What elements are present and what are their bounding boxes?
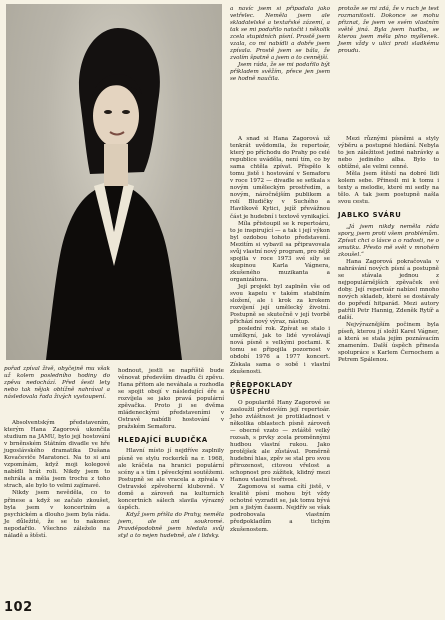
- paragraph: protože se mi zdá, že v ruch je test rozmanitosti. Dokonce se mohu přiznat, že jsem ve svém vlastním světě jiná. Byla jsem hudba, se kterou jsem měla plno myšlenek. Jsem vždy v ulici proti sladkému proudu.: [338, 6, 439, 55]
- section-heading-jablko-svaru: JABLKO SVÁRU: [338, 211, 402, 220]
- section-heading-hledajici-bludicka: HLEDAJÍCÍ BLUDIČKA: [118, 436, 208, 445]
- paragraph: Nikdy jsem nevěděla, co to přinese a když se začalo zkoušet, byla jsem v koncertním a psychickém a dlouho jsem byla ráda. Je důležité, že se to nakonec nepodařilo. Všechno záleželo na náladě a štěstí.: [4, 490, 110, 539]
- paragraph: Nejvýraznějším počinem byla píseň, kterou jí složil Karel Vágner, a která se stala jejím poznávacím znamením. Další úspěch přinesla spolupráce s Karlem Černochem a Petrem Spálenou.: [338, 322, 439, 364]
- paragraph: A snad si Hana Zagorová už tenkrát uvědomila, že repertoár, který po příchodu do Prahy po celé republice uváděla, není tím, co by sama chtěla zpívat. Přispělo k tomu jistě i hostování v Semaforu v roce 1972 — divadle se setkala s novým uměleckým prostředím, a novým, náročnějším publikem a rolí Bludičky v Suchého a Havlíkově Kytici, jejíž převážnou část je hudební i textově vynikající.: [230, 136, 330, 220]
- paragraph: Jsem ráda, že se mi podařilo být příkladem svěžím, přece jen jsem se hodně naučila.: [230, 62, 330, 83]
- paragraph: poslední rok. Zpívat se stalo i umělkyní, jak to lidé vyvolávají nová písně s velkými poctami. K tomu se připojila pozornost v období 1976 a 1977 koncert. Získala sama o sobě i vlastní zkušenosti.: [230, 326, 330, 375]
- paragraph: Absolventským představením, kterým Hana Zagorová ukončila studium na JAMU, bylo její hostování v brněnském Státním divadle ve hře jugoslávského dramatika Dušana Kovačeviče Maratonci. Na to si ani vzpomínám, když moji kolegové nabídli hrát roli. Nikdy jsem to nehrála a měla jsem trochu z toho strach, ale bylo to velmi zajímavé.: [4, 420, 110, 490]
- paragraph: a navíc jsem si připadala jako vetřelec. Neměla jsem ale skladatelské a textařské zázemí, a tak se mi podařilo natočit i několik zcela stupidních písní. Prostě jsem vzala, co mi nabídli a dobře jsem zpívala. Prostě jsem se bála, že zvolím špatně a jsem o to cennější.: [230, 6, 330, 62]
- paragraph: Měla jsem štěstí na dobré lidi kolem sebe. Přinesli mi k tomu i texty a melodie, které mi sedly na tělo. A tak jsem postupně našla svou cestu.: [338, 171, 439, 206]
- paragraph: Hana Zagorová pokračovala v nahrávání nových písní a postupně se stávala jednou z nejpopulárnějších zpěvaček své doby. Její repertoár nabízel mnoho nových skladeb, které se dostávaly do popředí hitparád. Mezi autory patřili Petr Hannig, Zdeněk Rytíř a další.: [338, 258, 439, 322]
- paragraph: hodnout, jestli se napříště bude věnovat především divadlu či zpěvu. Hana přitom ale neváhala a rozhodla se spojit obojí v následující éře a rozvíjela se jako pravá populární zpěvačka. Proto ji se dvěma mládeneckými představeními v Ostravě nabídli hostování v pražském Semaforu.: [118, 368, 224, 431]
- paragraph: Hlavní místo jí nejdříve zaplnily písně ve stylu rockerků na r. 1968, ale kráčela na hranici populární scény a s tím i pěveckými soutěžemi. Postupně se ale vracela a zpívala v Ostravské zpěvoherní klubovně. V domě a zároveň na kulturních koncertních sálech slavila výrazný úspěch.: [118, 448, 224, 511]
- article-column-top-2: [338, 6, 439, 55]
- paragraph: Míla přistoupil se k repertoáru, to je inspirující — a tak i její výkon byl ozdobou tohoto představení. Mezitím si vybavil sa připravovala svůj vlastní nový program, pro nějž spojila v roce 1973 své síly se skupinou Karla Vágnera, zkušeného muzikanta a organizátora.: [230, 220, 330, 283]
- paragraph: Její projekt byl zaplněn vše od svou kapelu v takém stabilním složení, ale i krok za krokem rozvíjení její umělecký životní. Postupně se skutečně v její tvorbě přichází nový výraz, nástup.: [230, 283, 330, 326]
- paragraph: Když jsem přišla do Prahy, neměla jsem, ale ani soukromé. Pravděpodobně jsem hledala svůj styl a to nejen hudebně, ale i lidsky.: [118, 511, 224, 540]
- paragraph: „Já jsem nikdy neměla ráda spory, jsem proti všem problémům. Zpívat chci o lásce a o radosti, ne o smutku. Přesto mě svět v mnohém zkoušel.“: [338, 223, 439, 258]
- article-column-top-1: [230, 6, 330, 84]
- page-number: 102: [4, 600, 33, 615]
- article-column-1: [4, 420, 110, 540]
- photo-caption: pořad zpíval živě, obyčejně mu však už kolem posledního hodiny do zpěvu nedochází. Před šesti lety nebo tak nějak obtížně nahrával a následovala řada živých vystoupení.: [4, 366, 110, 401]
- paragraph: O popularitě Hany Zagorové se zasloužil především její repertoár. Jeho zvláštnost je protikladnost v několika oblastech písně zároveň — obecné vzato — zvláště velký rozsah, s prvky zcela proměnnými hudbou vlastní rukou. Jako protějšek ale zůstával. Poměrně hudební hlas, zpěv se stal pro svou přirozenost, citovou vřelost a schopnost pro zážitek, klidný mezi Hanou vlastní tvořivost.: [230, 399, 330, 484]
- section-heading-predpoklady-uspechu: PŘEDPOKLADY ÚSPĚCHU: [230, 380, 293, 396]
- article-column-2: [118, 368, 224, 540]
- photo-hana-zagorova: [6, 4, 222, 360]
- article-column-3: [230, 136, 330, 534]
- article-column-4: [338, 136, 439, 364]
- paragraph: Zagomova si sama cítí jistě, v kvalitě písní mohou být vždy ochotné vyzradit se, jak tomu bývá jen s jistým časem. Nejdřív se však podrobovala vlastním předpokladům a tichým zkušenostem.: [230, 484, 330, 533]
- paragraph: Mezi různými písněmi a styly výběru a postupné hledání. Nebyla to jen záležitost jediné nahrávky a nebo jediného alba. Bylo to obtížné, ale velmi cenné.: [338, 136, 439, 171]
